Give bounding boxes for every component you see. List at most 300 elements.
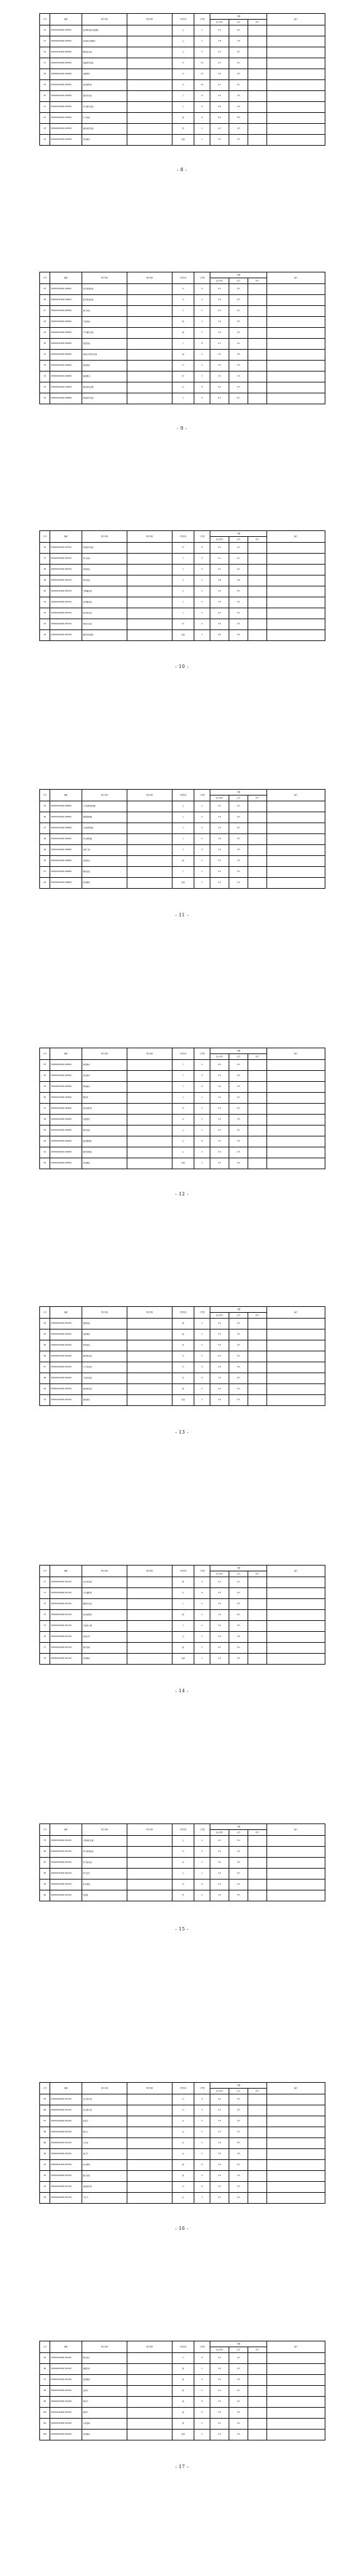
row-extra — [248, 630, 267, 641]
row-code: 030202010002-030502 — [50, 69, 82, 80]
row-name: 通风系统调试 — [82, 630, 127, 641]
row-unit: m — [173, 2094, 194, 2105]
row-name: 草坪灯 — [82, 2397, 127, 2408]
page-number: - 13 - — [175, 1430, 189, 1435]
row-name: 电缆桥架安装 — [82, 58, 127, 69]
row-unit: m — [173, 1362, 194, 1373]
row-unit: m² — [173, 543, 194, 554]
row-qty: 5 — [194, 47, 210, 58]
row-remark — [267, 1858, 325, 1869]
row-code: 030202010002-031004 — [50, 1395, 82, 1406]
row-remark — [267, 328, 325, 339]
row-extra — [248, 1643, 267, 1654]
page-number: - 9 - — [176, 426, 188, 431]
header-no: 序号 — [40, 272, 50, 284]
row-remark — [267, 2386, 325, 2397]
row-unit-price: 4.2 — [210, 2419, 229, 2430]
row-code: 030202010002-031102 — [50, 1610, 82, 1621]
row-extra — [248, 284, 267, 295]
row-number: 56 — [40, 1093, 50, 1104]
table-row — [40, 1847, 325, 1858]
row-name: 检查井 — [82, 2116, 127, 2127]
row-code: 030202010002-031404 — [50, 2430, 82, 2440]
row-extra — [248, 1858, 267, 1869]
row-remark — [267, 1632, 325, 1643]
row-number: 18 — [40, 69, 50, 80]
row-unit-price: 3.5 — [210, 597, 229, 608]
row-total: 3.5 — [229, 1340, 248, 1351]
row-unit: m³ — [173, 1890, 194, 1901]
row-total: 3.5 — [229, 597, 248, 608]
row-qty: 1 — [194, 2419, 210, 2430]
row-feature — [127, 1158, 173, 1169]
row-number: 73 — [40, 1599, 50, 1610]
row-total: 4.2 — [229, 1836, 248, 1847]
page-number: - 15 - — [175, 1927, 189, 1932]
row-extra — [248, 1395, 267, 1406]
table-row — [40, 135, 325, 146]
row-code: 030202010002-030704 — [50, 619, 82, 630]
row-name: 手动报警按钮 — [82, 823, 127, 834]
row-qty: 8 — [194, 284, 210, 295]
row-extra — [248, 2193, 267, 2204]
row-feature — [127, 801, 173, 812]
row-unit: 处 — [173, 1373, 194, 1384]
row-remark — [267, 1082, 325, 1093]
row-qty: 2 — [194, 812, 210, 823]
row-name: 太阳能热水器 — [82, 1836, 127, 1847]
table-row — [40, 2138, 325, 2149]
row-name: 低压配电箱安装调试 — [82, 25, 127, 36]
header-amount: 金额 — [210, 2341, 267, 2347]
table-row — [40, 1115, 325, 1126]
row-unit: 个 — [173, 834, 194, 845]
header-row — [40, 1048, 325, 1054]
row-feature — [127, 2149, 173, 2160]
row-unit-price: 4.2 — [210, 2094, 229, 2105]
row-total: 2.5 — [229, 1071, 248, 1082]
table-row — [40, 361, 325, 372]
row-total: 2.5 — [229, 845, 248, 856]
header-total: 合价 — [229, 1313, 248, 1319]
row-remark — [267, 2353, 325, 2364]
header-name: 项目名称 — [82, 272, 127, 284]
row-unit: 个 — [173, 823, 194, 834]
page-sheet — [0, 517, 364, 765]
row-feature — [127, 1115, 173, 1126]
row-feature — [127, 58, 173, 69]
row-code: 030202010002-030503 — [50, 80, 82, 91]
row-code: 030202010002-030701 — [50, 554, 82, 565]
row-unit-price: 2.1 — [210, 339, 229, 350]
row-code: 030202010002-031402 — [50, 2375, 82, 2386]
row-feature — [127, 608, 173, 619]
row-extra — [248, 2160, 267, 2171]
row-extra — [248, 2094, 267, 2105]
row-qty: 13 — [194, 69, 210, 80]
row-total: 3.5 — [229, 2182, 248, 2193]
row-total: 4.5 — [229, 317, 248, 328]
row-unit-price: 4.5 — [210, 630, 229, 641]
header-code: 编码 — [50, 2083, 82, 2094]
row-extra — [248, 2149, 267, 2160]
table-row — [40, 2116, 325, 2127]
page-sheet — [0, 2328, 364, 2575]
row-unit: 台 — [173, 1126, 194, 1136]
page-number: - 17 - — [175, 2465, 189, 2470]
bill-of-quantities-table — [39, 2082, 325, 2204]
bill-of-quantities-table — [39, 1048, 325, 1169]
row-unit: 套 — [173, 1643, 194, 1654]
row-feature — [127, 2105, 173, 2116]
row-code: 030202010002-031402 — [50, 2386, 82, 2397]
row-name: 雨水口 — [82, 2127, 127, 2138]
row-feature — [127, 284, 173, 295]
table-row — [40, 69, 325, 80]
row-total: 2.5 — [229, 2138, 248, 2149]
row-name: 感烟探测器 — [82, 812, 127, 823]
row-remark — [267, 1126, 325, 1136]
row-code: 030202010002-030705 — [50, 630, 82, 641]
row-code: 030202010002-030903 — [50, 1115, 82, 1126]
row-number: 16 — [40, 47, 50, 58]
header-name: 项目名称 — [82, 790, 127, 801]
row-total: 4.5 — [229, 1158, 248, 1169]
header-total: 合价 — [229, 537, 248, 543]
row-name: 电视插座 — [82, 1060, 127, 1071]
row-remark — [267, 91, 325, 102]
row-remark — [267, 1654, 325, 1665]
page-number: - 14 - — [175, 1689, 189, 1694]
row-unit-price: 4.2 — [210, 1060, 229, 1071]
table-row — [40, 2364, 325, 2375]
table-row — [40, 1373, 325, 1384]
row-unit-price: 2.5 — [210, 1362, 229, 1373]
row-qty: 4 — [194, 2353, 210, 2364]
row-unit: 台 — [173, 47, 194, 58]
row-total: 3.5 — [229, 2116, 248, 2127]
row-name: 电线管敷设 — [82, 80, 127, 91]
header-row — [40, 14, 325, 20]
row-total: 2.5 — [229, 328, 248, 339]
row-code: 030202010002-031302 — [50, 2116, 82, 2127]
row-code: 030202010002-031003 — [50, 1362, 82, 1373]
row-remark — [267, 25, 325, 36]
row-code: 030202010002-030605 — [50, 372, 82, 382]
row-code: 030202010002-031202 — [50, 1858, 82, 1869]
row-total: 3.5 — [229, 586, 248, 597]
row-remark — [267, 1869, 325, 1880]
row-unit-price: 4.2 — [210, 801, 229, 812]
row-code: 030202010002-030903 — [50, 1104, 82, 1115]
row-unit: m² — [173, 619, 194, 630]
row-code: 030202010002-031003 — [50, 1373, 82, 1384]
header-feature: 项目特征 — [127, 1307, 173, 1319]
table-row — [40, 102, 325, 113]
row-total: 3.5 — [229, 1599, 248, 1610]
row-unit: m — [173, 80, 194, 91]
row-total: 2.5 — [229, 1104, 248, 1115]
row-unit: 个 — [173, 393, 194, 404]
row-remark — [267, 1880, 325, 1890]
row-feature — [127, 2375, 173, 2386]
row-name: 引下线安装 — [82, 1362, 127, 1373]
row-remark — [267, 1384, 325, 1395]
row-name: 水流指示器 — [82, 1621, 127, 1632]
row-number: 49 — [40, 845, 50, 856]
row-name: 系统调试 — [82, 878, 127, 889]
row-code: 030202010002-031303 — [50, 2149, 82, 2160]
row-name: 配线架 — [82, 1093, 127, 1104]
row-total: 4.2 — [229, 1643, 248, 1654]
row-qty: 1 — [194, 1147, 210, 1158]
row-number: 91 — [40, 2160, 50, 2171]
row-extra — [248, 1104, 267, 1115]
row-name: 管道支架制作安装 — [82, 350, 127, 361]
row-extra — [248, 565, 267, 576]
row-unit: 座 — [173, 2116, 194, 2127]
row-total: 2.5 — [229, 1847, 248, 1858]
table-row — [40, 328, 325, 339]
row-unit-price: 3.5 — [210, 361, 229, 372]
row-total: 4.1 — [229, 80, 248, 91]
row-code: 030202010002-031201 — [50, 1847, 82, 1858]
row-extra — [248, 1093, 267, 1104]
row-number: 87 — [40, 2116, 50, 2127]
row-unit: 套 — [173, 1577, 194, 1588]
table-row — [40, 113, 325, 124]
row-remark — [267, 2138, 325, 2149]
row-extra — [248, 317, 267, 328]
row-unit: m — [173, 295, 194, 306]
row-extra — [248, 608, 267, 619]
row-total: 2.1 — [229, 339, 248, 350]
header-no: 序号 — [40, 2341, 50, 2353]
row-number: 99 — [40, 2397, 50, 2408]
header-name: 项目名称 — [82, 2341, 127, 2353]
row-feature — [127, 576, 173, 586]
row-unit: 台 — [173, 36, 194, 47]
row-unit-price: 3.5 — [210, 2182, 229, 2193]
row-unit-price: 3.5 — [210, 856, 229, 867]
row-number: 21 — [40, 102, 50, 113]
row-qty: 2 — [194, 306, 210, 317]
row-name: 等电位连接 — [82, 1373, 127, 1384]
row-number: 22 — [40, 113, 50, 124]
row-qty: 6 — [194, 543, 210, 554]
row-code: 030202010002-031305 — [50, 2193, 82, 2204]
row-feature — [127, 1071, 173, 1082]
header-amount: 金额 — [210, 531, 267, 537]
row-feature — [127, 1880, 173, 1890]
row-total: 4.2 — [229, 1384, 248, 1395]
row-unit: 座 — [173, 2149, 194, 2160]
table-row — [40, 586, 325, 597]
page-number: - 10 - — [175, 664, 189, 669]
row-qty: 1 — [194, 372, 210, 382]
header-unit_price: 综合单价 — [210, 796, 229, 801]
row-name: 室外给水管 — [82, 2094, 127, 2105]
row-remark — [267, 2419, 325, 2430]
row-remark — [267, 317, 325, 328]
row-unit-price: 4.2 — [210, 1643, 229, 1654]
page-number: - 12 - — [175, 1192, 189, 1197]
page-number: - 11 - — [175, 913, 189, 918]
row-unit: m — [173, 1351, 194, 1362]
row-feature — [127, 328, 173, 339]
row-total: 2.5 — [229, 1880, 248, 1890]
table-row — [40, 2397, 325, 2408]
table-row — [40, 1869, 325, 1880]
header-row — [40, 2083, 325, 2089]
header-amount: 金额 — [210, 272, 267, 278]
row-feature — [127, 350, 173, 361]
row-unit: 系统 — [173, 878, 194, 889]
row-name: 燃气管道安装 — [82, 1847, 127, 1858]
header-unit_price: 综合单价 — [210, 20, 229, 25]
row-total: 2.5 — [229, 2171, 248, 2182]
row-remark — [267, 350, 325, 361]
row-remark — [267, 339, 325, 350]
row-total: 3.6 — [229, 102, 248, 113]
row-code: 030202010002-031101 — [50, 1588, 82, 1599]
row-remark — [267, 2171, 325, 2182]
table-row — [40, 554, 325, 565]
row-qty: 1 — [194, 135, 210, 146]
row-name: 避雷网安装 — [82, 1351, 127, 1362]
row-unit: 个 — [173, 608, 194, 619]
row-number: 41 — [40, 597, 50, 608]
row-number: 50 — [40, 856, 50, 867]
table-row — [40, 295, 325, 306]
row-unit: 套 — [173, 2364, 194, 2375]
row-unit-price: 2.5 — [210, 1395, 229, 1406]
row-remark — [267, 284, 325, 295]
row-number: 82 — [40, 1869, 50, 1880]
row-name: 水表安装 — [82, 317, 127, 328]
row-unit-price: 4.2 — [210, 1351, 229, 1362]
row-number: 38 — [40, 565, 50, 576]
row-number: 92 — [40, 2171, 50, 2182]
row-feature — [127, 856, 173, 867]
row-code: 030202010002-031401 — [50, 2364, 82, 2375]
row-remark — [267, 543, 325, 554]
row-qty: 12 — [194, 80, 210, 91]
row-remark — [267, 1643, 325, 1654]
row-number: 15 — [40, 36, 50, 47]
header-unit: 计量单位 — [173, 1566, 194, 1577]
row-total: 2.5 — [229, 1330, 248, 1340]
row-number: 72 — [40, 1588, 50, 1599]
row-unit-price: 5.2 — [210, 47, 229, 58]
row-unit-price: 2.5 — [210, 2105, 229, 2116]
row-remark — [267, 1577, 325, 1588]
row-extra — [248, 1869, 267, 1880]
header-code: 编码 — [50, 1307, 82, 1319]
header-feature: 项目特征 — [127, 1566, 173, 1577]
row-unit-price: 2.5 — [210, 878, 229, 889]
row-code: 030202010002-030505 — [50, 124, 82, 135]
row-name: 消防电话 — [82, 856, 127, 867]
row-qty: 3 — [194, 2193, 210, 2204]
row-number: 47 — [40, 823, 50, 834]
row-extra — [248, 1082, 267, 1093]
header-remark: 备注 — [267, 2083, 325, 2094]
table-row — [40, 2149, 325, 2160]
table-row — [40, 2353, 325, 2364]
row-unit: 系统 — [173, 1654, 194, 1665]
header-row — [40, 272, 325, 278]
table-row — [40, 1858, 325, 1869]
row-unit-price: 4.2 — [210, 1126, 229, 1136]
row-number: 78 — [40, 1654, 50, 1665]
row-number: 42 — [40, 608, 50, 619]
header-extra: 其中 — [248, 1830, 267, 1836]
row-extra — [248, 372, 267, 382]
row-qty: 1 — [194, 124, 210, 135]
header-no: 序号 — [40, 1566, 50, 1577]
row-feature — [127, 1330, 173, 1340]
header-amount: 金额 — [210, 14, 267, 20]
row-unit: 组 — [173, 317, 194, 328]
header-name: 项目名称 — [82, 1566, 127, 1577]
row-number: 53 — [40, 1060, 50, 1071]
row-unit: 套 — [173, 2419, 194, 2430]
row-qty: 1 — [194, 608, 210, 619]
row-extra — [248, 2375, 267, 2386]
row-feature — [127, 2094, 173, 2105]
row-name: 景观照明 — [82, 2375, 127, 2386]
table-row — [40, 543, 325, 554]
row-total: 4.2 — [229, 2094, 248, 2105]
header-feature: 项目特征 — [127, 531, 173, 543]
row-total: 4.2 — [229, 2193, 248, 2204]
row-number: 61 — [40, 1147, 50, 1158]
row-extra — [248, 1577, 267, 1588]
row-qty: 1 — [194, 1319, 210, 1330]
row-remark — [267, 608, 325, 619]
row-unit-price: 2.5 — [210, 1330, 229, 1340]
row-feature — [127, 2408, 173, 2419]
row-code: 030202010002-031404 — [50, 2419, 82, 2430]
row-total: 3.5 — [229, 856, 248, 867]
row-number: 96 — [40, 2364, 50, 2375]
row-feature — [127, 2116, 173, 2127]
row-name: 喷灌系统 — [82, 2364, 127, 2375]
row-qty: 6 — [194, 2408, 210, 2419]
row-unit-price: 4.2 — [210, 58, 229, 69]
row-number: 71 — [40, 1577, 50, 1588]
row-total: 4.2 — [229, 1577, 248, 1588]
header-qty: 工程量 — [194, 1048, 210, 1060]
row-feature — [127, 1869, 173, 1880]
row-name: 声光报警器 — [82, 834, 127, 845]
row-remark — [267, 1351, 325, 1362]
bill-of-quantities-table — [39, 272, 325, 404]
row-number: 101 — [40, 2419, 50, 2430]
header-no: 序号 — [40, 790, 50, 801]
row-extra — [248, 2397, 267, 2408]
row-extra — [248, 47, 267, 58]
header-extra: 其中 — [248, 1571, 267, 1577]
row-extra — [248, 867, 267, 878]
row-name: 稳压设备 — [82, 1643, 127, 1654]
row-feature — [127, 2160, 173, 2171]
row-qty: 1 — [194, 1115, 210, 1126]
row-total: 3.3 — [229, 135, 248, 146]
row-name: 机柜安装 — [82, 1126, 127, 1136]
header-no: 序号 — [40, 2083, 50, 2094]
